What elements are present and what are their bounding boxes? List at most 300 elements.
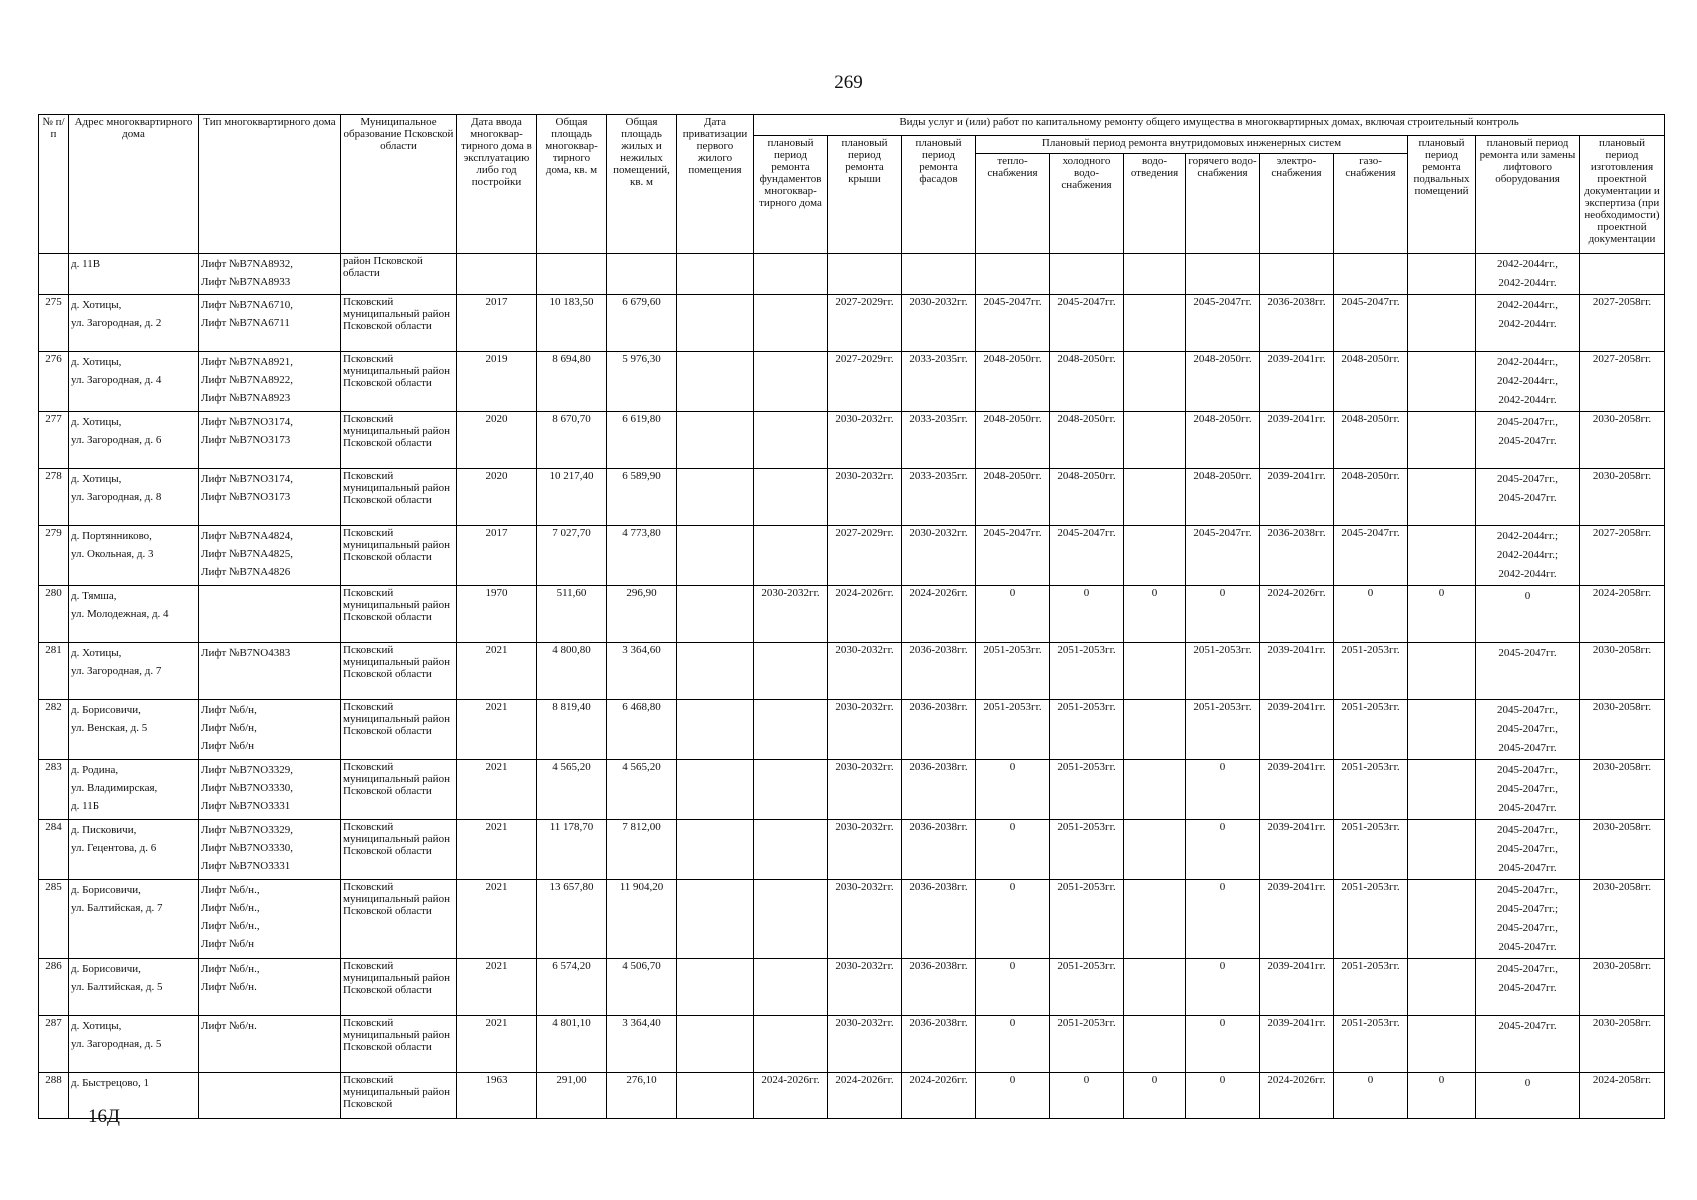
header-cold-water: холодного водо-снабжения [1050, 154, 1124, 254]
cell-drainage [1124, 643, 1186, 700]
cell-drainage [1124, 412, 1186, 469]
cell-foundation [754, 526, 828, 586]
cell-facade: 2033-2035гг. [902, 352, 976, 412]
header-address: Адрес многоквартирного дома [69, 115, 199, 254]
cell-elevator: 2042-2044гг., 2042-2044гг. [1476, 295, 1580, 352]
cell-elevator: 2045-2047гг. [1476, 1016, 1580, 1073]
cell-roof: 2030-2032гг. [828, 959, 902, 1016]
cell-foundation [754, 469, 828, 526]
cell-heat: 0 [976, 1073, 1050, 1119]
cell-municipality: Псковский муниципальный район Псковской области [341, 820, 457, 880]
cell-heat: 2051-2053гг. [976, 643, 1050, 700]
cell-area-total: 511,60 [537, 586, 607, 643]
cell-area-total: 8 819,40 [537, 700, 607, 760]
cell-area-total: 11 178,70 [537, 820, 607, 880]
cell-gas: 0 [1334, 586, 1408, 643]
header-engineering-group: Плановый период ремонта внутридомовых инженерных систем [976, 136, 1408, 154]
table-row [39, 254, 1665, 295]
cell-foundation [754, 880, 828, 959]
cell-num [39, 254, 69, 295]
cell-gas: 2051-2053гг. [1334, 880, 1408, 959]
cell-roof: 2024-2026гг. [828, 586, 902, 643]
cell-area-living: 5 976,30 [607, 352, 677, 412]
cell-drainage: 0 [1124, 1073, 1186, 1119]
cell-roof: 2030-2032гг. [828, 469, 902, 526]
cell-foundation [754, 959, 828, 1016]
cell-gas [1334, 254, 1408, 295]
cell-hot-water: 2051-2053гг. [1186, 643, 1260, 700]
cell-hot-water: 2048-2050гг. [1186, 352, 1260, 412]
header-electric: электро-снабжения [1260, 154, 1334, 254]
cell-roof: 2027-2029гг. [828, 295, 902, 352]
cell-facade: 2036-2038гг. [902, 700, 976, 760]
table-row [39, 1073, 1665, 1119]
cell-type: Лифт №B7NA6710, Лифт №B7NA6711 [199, 295, 341, 352]
cell-gas: 2051-2053гг. [1334, 959, 1408, 1016]
cell-electric: 2039-2041гг. [1260, 700, 1334, 760]
cell-type: Лифт №B7NO3329, Лифт №B7NO3330, Лифт №B7NO3331 [199, 760, 341, 820]
cell-elevator: 2045-2047гг., 2045-2047гг. [1476, 412, 1580, 469]
cell-documentation: 2024-2058гг. [1580, 1073, 1665, 1119]
cell-documentation [1580, 254, 1665, 295]
cell-date: 2021 [457, 700, 537, 760]
cell-date: 2020 [457, 412, 537, 469]
cell-cold-water: 2045-2047гг. [1050, 295, 1124, 352]
cell-basement [1408, 700, 1476, 760]
cell-area-living: 3 364,60 [607, 643, 677, 700]
cell-num: 277 [39, 412, 69, 469]
cell-heat: 0 [976, 586, 1050, 643]
cell-foundation [754, 643, 828, 700]
cell-heat: 2048-2050гг. [976, 412, 1050, 469]
cell-num: 278 [39, 469, 69, 526]
cell-area-living: 276,10 [607, 1073, 677, 1119]
cell-type [199, 1073, 341, 1119]
cell-electric: 2039-2041гг. [1260, 820, 1334, 880]
cell-electric [1260, 254, 1334, 295]
table-row [39, 880, 1665, 959]
cell-elevator: 2042-2044гг., 2042-2044гг. [1476, 254, 1580, 295]
cell-date: 2021 [457, 760, 537, 820]
cell-drainage [1124, 254, 1186, 295]
cell-cold-water: 2051-2053гг. [1050, 1016, 1124, 1073]
cell-hot-water: 2048-2050гг. [1186, 469, 1260, 526]
cell-type: Лифт №B7NO4383 [199, 643, 341, 700]
cell-gas: 2051-2053гг. [1334, 760, 1408, 820]
cell-cold-water: 0 [1050, 586, 1124, 643]
cell-heat: 0 [976, 820, 1050, 880]
cell-cold-water [1050, 254, 1124, 295]
cell-municipality: Псковский муниципальный район Псковской области [341, 959, 457, 1016]
cell-foundation [754, 820, 828, 880]
cell-basement [1408, 643, 1476, 700]
cell-heat: 0 [976, 1016, 1050, 1073]
cell-foundation: 2024-2026гг. [754, 1073, 828, 1119]
cell-address: д. Борисовичи, ул. Венская, д. 5 [69, 700, 199, 760]
cell-municipality: Псковский муниципальный район Псковской области [341, 643, 457, 700]
cell-drainage [1124, 959, 1186, 1016]
cell-elevator: 2042-2044гг., 2042-2044гг., 2042-2044гг. [1476, 352, 1580, 412]
cell-num: 283 [39, 760, 69, 820]
cell-facade: 2036-2038гг. [902, 880, 976, 959]
cell-address: д. Хотицы, ул. Загородная, д. 8 [69, 469, 199, 526]
cell-electric: 2039-2041гг. [1260, 412, 1334, 469]
cell-basement: 0 [1408, 1073, 1476, 1119]
cell-municipality: Псковский муниципальный район Псковской области [341, 586, 457, 643]
cell-date: 2021 [457, 643, 537, 700]
cell-electric: 2039-2041гг. [1260, 760, 1334, 820]
capital-repair-table [38, 114, 1665, 1119]
cell-foundation [754, 700, 828, 760]
cell-date: 1963 [457, 1073, 537, 1119]
cell-type [199, 586, 341, 643]
cell-hot-water: 0 [1186, 1073, 1260, 1119]
footer-code: 16Д [88, 1106, 120, 1127]
cell-hot-water: 2051-2053гг. [1186, 700, 1260, 760]
cell-cold-water: 2051-2053гг. [1050, 643, 1124, 700]
cell-hot-water: 2048-2050гг. [1186, 412, 1260, 469]
cell-privatization [677, 959, 754, 1016]
cell-num: 276 [39, 352, 69, 412]
cell-privatization [677, 295, 754, 352]
cell-roof: 2027-2029гг. [828, 526, 902, 586]
cell-heat: 2045-2047гг. [976, 526, 1050, 586]
cell-cold-water: 2051-2053гг. [1050, 959, 1124, 1016]
cell-hot-water: 0 [1186, 880, 1260, 959]
cell-basement: 0 [1408, 586, 1476, 643]
cell-type: Лифт №б/н. [199, 1016, 341, 1073]
cell-area-living: 296,90 [607, 586, 677, 643]
cell-privatization [677, 880, 754, 959]
cell-date: 2021 [457, 820, 537, 880]
cell-drainage: 0 [1124, 586, 1186, 643]
cell-area-living: 4 565,20 [607, 760, 677, 820]
cell-area-living: 6 619,80 [607, 412, 677, 469]
cell-privatization [677, 1016, 754, 1073]
header-municipality: Муниципальное образование Псковской области [341, 115, 457, 254]
cell-address: д. 11В [69, 254, 199, 295]
cell-heat: 2051-2053гг. [976, 700, 1050, 760]
cell-documentation: 2030-2058гг. [1580, 880, 1665, 959]
cell-facade: 2036-2038гг. [902, 959, 976, 1016]
cell-date: 2019 [457, 352, 537, 412]
cell-date: 2021 [457, 1016, 537, 1073]
cell-address: д. Хотицы, ул. Загородная, д. 5 [69, 1016, 199, 1073]
cell-drainage [1124, 700, 1186, 760]
cell-area-total: 7 027,70 [537, 526, 607, 586]
cell-electric: 2024-2026гг. [1260, 1073, 1334, 1119]
table-row [39, 700, 1665, 760]
cell-num: 280 [39, 586, 69, 643]
cell-privatization [677, 412, 754, 469]
cell-area-total: 13 657,80 [537, 880, 607, 959]
cell-type: Лифт №б/н., Лифт №б/н. [199, 959, 341, 1016]
header-area-total: Общая площадь многоквар-тирного дома, кв. м [537, 115, 607, 254]
cell-num: 282 [39, 700, 69, 760]
cell-municipality: район Псковской области [341, 254, 457, 295]
cell-type: Лифт №б/н., Лифт №б/н., Лифт №б/н., Лифт №б/н [199, 880, 341, 959]
cell-gas: 2048-2050гг. [1334, 412, 1408, 469]
header-hot-water: горячего водо-снабжения [1186, 154, 1260, 254]
cell-area-total: 4 565,20 [537, 760, 607, 820]
cell-area-living: 4 506,70 [607, 959, 677, 1016]
cell-foundation [754, 1016, 828, 1073]
cell-documentation: 2027-2058гг. [1580, 526, 1665, 586]
cell-elevator: 2045-2047гг., 2045-2047гг., 2045-2047гг. [1476, 820, 1580, 880]
cell-area-living: 4 773,80 [607, 526, 677, 586]
cell-heat [976, 254, 1050, 295]
cell-privatization [677, 254, 754, 295]
cell-cold-water: 2051-2053гг. [1050, 760, 1124, 820]
cell-privatization [677, 700, 754, 760]
cell-municipality: Псковский муниципальный район Псковской области [341, 295, 457, 352]
cell-elevator: 2045-2047гг. [1476, 643, 1580, 700]
cell-privatization [677, 820, 754, 880]
cell-num: 275 [39, 295, 69, 352]
cell-address: д. Тямша, ул. Молодежная, д. 4 [69, 586, 199, 643]
cell-facade: 2036-2038гг. [902, 760, 976, 820]
cell-municipality: Псковский муниципальный район Псковской области [341, 526, 457, 586]
cell-electric: 2039-2041гг. [1260, 352, 1334, 412]
cell-heat: 2045-2047гг. [976, 295, 1050, 352]
header-services-group: Виды услуг и (или) работ по капитальному ремонту общего имущества в многоквартирных домах, включая строительный контроль [754, 115, 1665, 136]
page-number: 269 [834, 72, 863, 93]
cell-hot-water: 2045-2047гг. [1186, 295, 1260, 352]
cell-roof: 2024-2026гг. [828, 1073, 902, 1119]
cell-area-living: 7 812,00 [607, 820, 677, 880]
cell-electric: 2039-2041гг. [1260, 469, 1334, 526]
cell-hot-water: 0 [1186, 586, 1260, 643]
cell-privatization [677, 469, 754, 526]
cell-num: 287 [39, 1016, 69, 1073]
cell-elevator: 2045-2047гг., 2045-2047гг., 2045-2047гг. [1476, 700, 1580, 760]
header-area-living: Общая площадь жилых и нежилых помещений, кв. м [607, 115, 677, 254]
table-row [39, 295, 1665, 352]
cell-drainage [1124, 1016, 1186, 1073]
cell-num: 284 [39, 820, 69, 880]
cell-documentation: 2030-2058гг. [1580, 760, 1665, 820]
cell-type: Лифт №B7NA4824, Лифт №B7NA4825, Лифт №B7NA4826 [199, 526, 341, 586]
cell-basement [1408, 412, 1476, 469]
cell-basement [1408, 760, 1476, 820]
cell-address: д. Хотицы, ул. Загородная, д. 4 [69, 352, 199, 412]
cell-address: д. Быстрецово, 1 [69, 1073, 199, 1119]
cell-cold-water: 2051-2053гг. [1050, 700, 1124, 760]
cell-electric: 2039-2041гг. [1260, 1016, 1334, 1073]
cell-municipality: Псковский муниципальный район Псковской области [341, 469, 457, 526]
cell-area-total: 4 801,10 [537, 1016, 607, 1073]
cell-num: 279 [39, 526, 69, 586]
cell-area-living [607, 254, 677, 295]
cell-area-total: 8 670,70 [537, 412, 607, 469]
cell-documentation: 2030-2058гг. [1580, 820, 1665, 880]
cell-area-total: 10 183,50 [537, 295, 607, 352]
cell-facade: 2024-2026гг. [902, 586, 976, 643]
cell-municipality: Псковский муниципальный район Псковской области [341, 412, 457, 469]
header-foundation: плановый период ремонта фундаментов многоквар-тирного дома [754, 136, 828, 254]
cell-address: д. Писковичи, ул. Гецентова, д. 6 [69, 820, 199, 880]
cell-heat: 2048-2050гг. [976, 469, 1050, 526]
cell-roof: 2030-2032гг. [828, 760, 902, 820]
cell-foundation [754, 760, 828, 820]
cell-electric: 2036-2038гг. [1260, 526, 1334, 586]
cell-area-total: 291,00 [537, 1073, 607, 1119]
cell-documentation: 2030-2058гг. [1580, 412, 1665, 469]
cell-foundation: 2030-2032гг. [754, 586, 828, 643]
cell-privatization [677, 526, 754, 586]
cell-documentation: 2027-2058гг. [1580, 295, 1665, 352]
cell-gas: 2051-2053гг. [1334, 700, 1408, 760]
cell-cold-water: 2048-2050гг. [1050, 412, 1124, 469]
cell-documentation: 2027-2058гг. [1580, 352, 1665, 412]
cell-electric: 2036-2038гг. [1260, 295, 1334, 352]
table-row [39, 526, 1665, 586]
cell-area-total: 6 574,20 [537, 959, 607, 1016]
cell-elevator: 2045-2047гг., 2045-2047гг., 2045-2047гг. [1476, 760, 1580, 820]
cell-address: д. Портянниково, ул. Окольная, д. 3 [69, 526, 199, 586]
cell-cold-water: 2048-2050гг. [1050, 469, 1124, 526]
cell-type: Лифт №B7NA8921, Лифт №B7NA8922, Лифт №B7NA8923 [199, 352, 341, 412]
cell-type: Лифт №B7NO3329, Лифт №B7NO3330, Лифт №B7NO3331 [199, 820, 341, 880]
cell-facade: 2033-2035гг. [902, 469, 976, 526]
cell-facade: 2030-2032гг. [902, 526, 976, 586]
cell-drainage [1124, 352, 1186, 412]
cell-drainage [1124, 295, 1186, 352]
cell-documentation: 2024-2058гг. [1580, 586, 1665, 643]
cell-address: д. Борисовичи, ул. Балтийская, д. 7 [69, 880, 199, 959]
cell-gas: 2045-2047гг. [1334, 526, 1408, 586]
cell-basement [1408, 880, 1476, 959]
cell-basement [1408, 959, 1476, 1016]
cell-cold-water: 2045-2047гг. [1050, 526, 1124, 586]
cell-heat: 0 [976, 880, 1050, 959]
cell-roof: 2030-2032гг. [828, 820, 902, 880]
cell-area-total [537, 254, 607, 295]
cell-date: 1970 [457, 586, 537, 643]
cell-basement [1408, 820, 1476, 880]
header-basement: плановый период ремонта подвальных помещений [1408, 136, 1476, 254]
header-gas: газо-снабжения [1334, 154, 1408, 254]
cell-gas: 2051-2053гг. [1334, 820, 1408, 880]
header-num: № п/п [39, 115, 69, 254]
table-row [39, 412, 1665, 469]
header-facade: плановый период ремонта фасадов [902, 136, 976, 254]
cell-date: 2017 [457, 295, 537, 352]
cell-area-living: 6 679,60 [607, 295, 677, 352]
cell-basement [1408, 254, 1476, 295]
cell-num: 288 [39, 1073, 69, 1119]
cell-gas: 2045-2047гг. [1334, 295, 1408, 352]
cell-basement [1408, 469, 1476, 526]
cell-type: Лифт №б/н, Лифт №б/н, Лифт №б/н [199, 700, 341, 760]
cell-facade: 2036-2038гг. [902, 643, 976, 700]
cell-hot-water: 0 [1186, 959, 1260, 1016]
cell-roof: 2030-2032гг. [828, 880, 902, 959]
cell-basement [1408, 1016, 1476, 1073]
cell-roof: 2027-2029гг. [828, 352, 902, 412]
cell-drainage [1124, 760, 1186, 820]
cell-foundation [754, 412, 828, 469]
table-row [39, 760, 1665, 820]
cell-documentation: 2030-2058гг. [1580, 700, 1665, 760]
cell-privatization [677, 352, 754, 412]
cell-foundation [754, 254, 828, 295]
header-privatization: Дата приватизации первого жилого помещения [677, 115, 754, 254]
cell-area-total: 10 217,40 [537, 469, 607, 526]
cell-electric: 2039-2041гг. [1260, 959, 1334, 1016]
cell-elevator: 2045-2047гг., 2045-2047гг. [1476, 469, 1580, 526]
header-heat: тепло-снабжения [976, 154, 1050, 254]
cell-documentation: 2030-2058гг. [1580, 643, 1665, 700]
cell-area-living: 6 589,90 [607, 469, 677, 526]
cell-drainage [1124, 469, 1186, 526]
cell-roof: 2030-2032гг. [828, 643, 902, 700]
cell-hot-water: 0 [1186, 1016, 1260, 1073]
cell-num: 281 [39, 643, 69, 700]
cell-hot-water [1186, 254, 1260, 295]
cell-roof: 2030-2032гг. [828, 412, 902, 469]
cell-privatization [677, 1073, 754, 1119]
table-row [39, 643, 1665, 700]
cell-address: д. Хотицы, ул. Загородная, д. 2 [69, 295, 199, 352]
cell-area-living: 6 468,80 [607, 700, 677, 760]
cell-basement [1408, 352, 1476, 412]
cell-municipality: Псковский муниципальный район Псковской области [341, 1016, 457, 1073]
cell-type: Лифт №B7NA8932, Лифт №B7NA8933 [199, 254, 341, 295]
table-row [39, 1016, 1665, 1073]
cell-elevator: 0 [1476, 586, 1580, 643]
cell-facade: 2036-2038гг. [902, 820, 976, 880]
cell-facade: 2033-2035гг. [902, 412, 976, 469]
cell-date: 2021 [457, 880, 537, 959]
cell-electric: 2024-2026гг. [1260, 586, 1334, 643]
cell-area-total: 4 800,80 [537, 643, 607, 700]
header-type: Тип многоквартирного дома [199, 115, 341, 254]
cell-electric: 2039-2041гг. [1260, 643, 1334, 700]
cell-hot-water: 2045-2047гг. [1186, 526, 1260, 586]
cell-roof [828, 254, 902, 295]
cell-documentation: 2030-2058гг. [1580, 1016, 1665, 1073]
cell-num: 286 [39, 959, 69, 1016]
cell-heat: 2048-2050гг. [976, 352, 1050, 412]
cell-cold-water: 2051-2053гг. [1050, 880, 1124, 959]
cell-documentation: 2030-2058гг. [1580, 959, 1665, 1016]
cell-electric: 2039-2041гг. [1260, 880, 1334, 959]
cell-date: 2017 [457, 526, 537, 586]
cell-area-total: 8 694,80 [537, 352, 607, 412]
cell-privatization [677, 760, 754, 820]
cell-address: д. Родина, ул. Владимирская, д. 11Б [69, 760, 199, 820]
table-row [39, 959, 1665, 1016]
cell-heat: 0 [976, 760, 1050, 820]
cell-elevator: 2042-2044гг.; 2042-2044гг.; 2042-2044гг. [1476, 526, 1580, 586]
cell-gas: 2048-2050гг. [1334, 469, 1408, 526]
header-elevator: плановый период ремонта или замены лифтового оборудования [1476, 136, 1580, 254]
header-date: Дата ввода многоквар-тирного дома в эксплуатацию либо год постройки [457, 115, 537, 254]
cell-gas: 0 [1334, 1073, 1408, 1119]
cell-facade: 2024-2026гг. [902, 1073, 976, 1119]
cell-privatization [677, 643, 754, 700]
cell-hot-water: 0 [1186, 820, 1260, 880]
cell-basement [1408, 526, 1476, 586]
cell-drainage [1124, 880, 1186, 959]
cell-type: Лифт №B7NO3174, Лифт №B7NO3173 [199, 469, 341, 526]
cell-date: 2020 [457, 469, 537, 526]
cell-gas: 2048-2050гг. [1334, 352, 1408, 412]
cell-cold-water: 2048-2050гг. [1050, 352, 1124, 412]
cell-roof: 2030-2032гг. [828, 700, 902, 760]
cell-address: д. Хотицы, ул. Загородная, д. 6 [69, 412, 199, 469]
